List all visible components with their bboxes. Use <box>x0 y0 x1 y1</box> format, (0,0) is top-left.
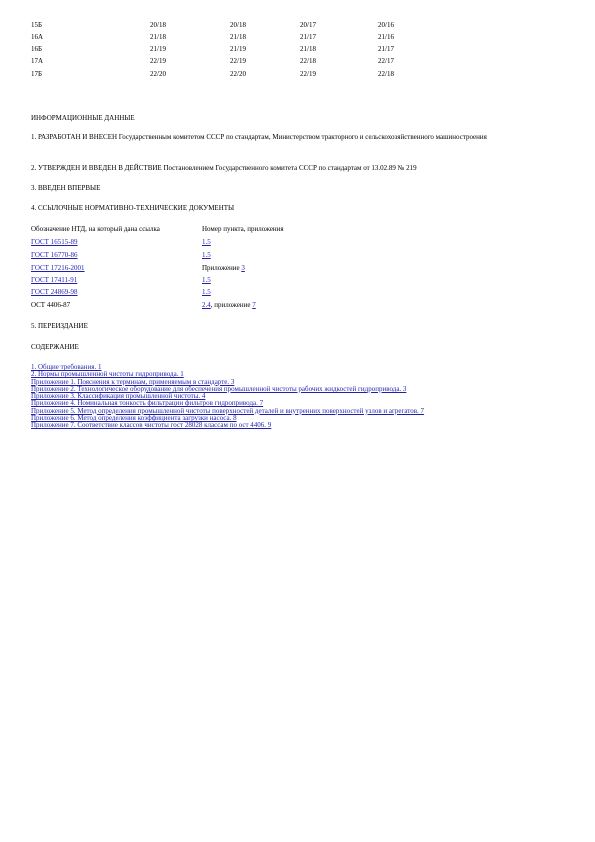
class-table-cell-class: 17А <box>31 57 44 65</box>
ref-doc-designation[interactable]: ГОСТ 16515-89 <box>31 238 78 246</box>
ref-doc-reference <box>202 238 211 246</box>
contents-item-link[interactable]: 1. Общие требования. 1 <box>31 363 102 371</box>
ref-doc-designation[interactable]: ГОСТ 17216-2001 <box>31 264 85 272</box>
class-table-cell-class: 16А <box>31 33 44 41</box>
contents-title: СОДЕРЖАНИЕ <box>31 343 79 351</box>
ref-link[interactable]: 3 <box>241 264 245 272</box>
contents-item-link[interactable]: Приложение 3. Классификация промышленной чистоты. 4 <box>31 392 206 401</box>
class-table-cell-value: 22/19 <box>230 57 246 65</box>
ref-link[interactable]: 1.5 <box>202 251 211 259</box>
contents-item-link[interactable]: 2. Нормы промышленной чистоты гидропривода. 1 <box>31 370 184 379</box>
class-table-cell-value: 21/17 <box>378 45 394 53</box>
ref-link[interactable]: 2.4 <box>202 301 211 309</box>
ref-link[interactable]: 1.5 <box>202 238 211 246</box>
class-table-cell-value: 21/16 <box>378 33 394 41</box>
ref-doc-reference <box>202 288 211 296</box>
class-table-cell-value: 22/20 <box>150 70 166 78</box>
class-table-cell-value: 21/19 <box>150 45 166 53</box>
class-table-cell-value: 22/17 <box>378 57 394 65</box>
class-table-row <box>0 45 595 56</box>
class-table-cell-value: 20/17 <box>300 21 316 29</box>
ref-docs-row <box>31 288 431 300</box>
info-item-4: 4. ССЫЛОЧНЫЕ НОРМАТИВНО-ТЕХНИЧЕСКИЕ ДОКУМЕНТЫ <box>31 204 235 212</box>
class-table-cell-value: 20/18 <box>230 21 246 29</box>
contents-item-link[interactable]: Приложение 2. Технологическое оборудование для обеспечения промышленной чистоты рабочих жидкостей гидропривода. 3 <box>31 384 407 393</box>
ref-docs-row <box>31 238 431 250</box>
class-table-cell-value: 22/19 <box>300 70 316 78</box>
ref-docs-row <box>31 276 431 288</box>
class-table-cell-value: 21/18 <box>230 33 246 41</box>
ref-link[interactable]: 1.5 <box>202 276 211 284</box>
class-table-cell-value: 21/18 <box>300 45 316 53</box>
ref-suffix-text: , приложение <box>210 301 253 309</box>
ref-link[interactable]: 1.5 <box>202 288 211 296</box>
ref-docs-header-ref: Номер пункта, приложения <box>202 225 284 233</box>
ref-doc-designation[interactable]: ГОСТ 24869-98 <box>31 288 78 296</box>
class-table-cell-value: 20/18 <box>150 21 166 29</box>
ref-prefix-text: Приложение <box>202 264 242 272</box>
class-table-row <box>0 33 595 44</box>
ref-doc-designation[interactable]: ГОСТ 16770-86 <box>31 251 78 259</box>
info-item-2: 2. УТВЕРЖДЕН И ВВЕДЕН В ДЕЙСТВИЕ Постановлением Государственного комитета СССР по стандартам от 13.02.89 № 219 <box>31 164 417 172</box>
ref-docs-row <box>31 264 431 276</box>
ref-doc-reference <box>202 251 211 259</box>
info-item-5: 5. ПЕРЕИЗДАНИЕ <box>31 322 88 330</box>
ref-docs-header-doc: Обозначение НТД, на который дана ссылка <box>31 225 160 233</box>
class-table-row <box>0 21 595 32</box>
ref-doc-reference <box>202 301 256 309</box>
contents-list <box>31 364 571 430</box>
class-table-cell-value: 21/19 <box>230 45 246 53</box>
info-title: ИНФОРМАЦИОННЫЕ ДАННЫЕ <box>31 114 135 122</box>
class-table-cell-value: 22/18 <box>300 57 316 65</box>
contents-item-link[interactable]: Приложение 7. Соответствие классов чистоты гост 28028 классам по ост 4406. 9 <box>31 421 272 430</box>
class-table-cell-value: 22/19 <box>150 57 166 65</box>
ref-doc-reference <box>202 276 211 284</box>
class-table-cell-value: 21/18 <box>150 33 166 41</box>
ref-doc-reference <box>202 264 245 272</box>
contents-item-link[interactable]: Приложение 6. Метод определения коэффициента загрузки насоса. 8 <box>31 414 237 423</box>
ref-docs-header <box>31 225 431 237</box>
class-table-cell-class: 16Б <box>31 45 43 53</box>
class-table-cell-value: 20/16 <box>378 21 394 29</box>
info-item-3: 3. ВВЕДЕН ВПЕРВЫЕ <box>31 184 101 192</box>
class-table-cell-value: 21/17 <box>300 33 316 41</box>
ref-docs-row <box>31 251 431 263</box>
class-table-row <box>0 57 595 68</box>
info-item-1: 1. РАЗРАБОТАН И ВНЕСЕН Государственным комитетом СССР по стандартам, Министерством тракторного и сельскохозяйственного машиностроения <box>31 133 487 141</box>
class-table-cell-value: 22/18 <box>378 70 394 78</box>
class-table-cell-class: 17Б <box>31 70 43 78</box>
contents-item-link[interactable]: Приложение 5. Метод определения промышленной чистоты поверхностей деталей и внутренних поверхностей узлов и агрегатов. 7 <box>31 406 425 415</box>
class-table-cell-value: 22/20 <box>230 70 246 78</box>
ref-doc-designation: ОСТ 4406-87 <box>31 301 71 309</box>
ref-doc-designation[interactable]: ГОСТ 17411-91 <box>31 276 78 284</box>
contents-item-link[interactable]: Приложение 1. Пояснения к терминам, применяемым в стандарте. 3 <box>31 377 235 386</box>
ref-docs-row <box>31 301 431 313</box>
class-table-cell-class: 15Б <box>31 21 43 29</box>
ref-link-appendix[interactable]: 7 <box>252 301 256 309</box>
class-table-row <box>0 70 595 81</box>
contents-item-link[interactable]: Приложение 4. Номинальная тонкость фильтрации фильтров гидропривода. 7 <box>31 399 264 408</box>
